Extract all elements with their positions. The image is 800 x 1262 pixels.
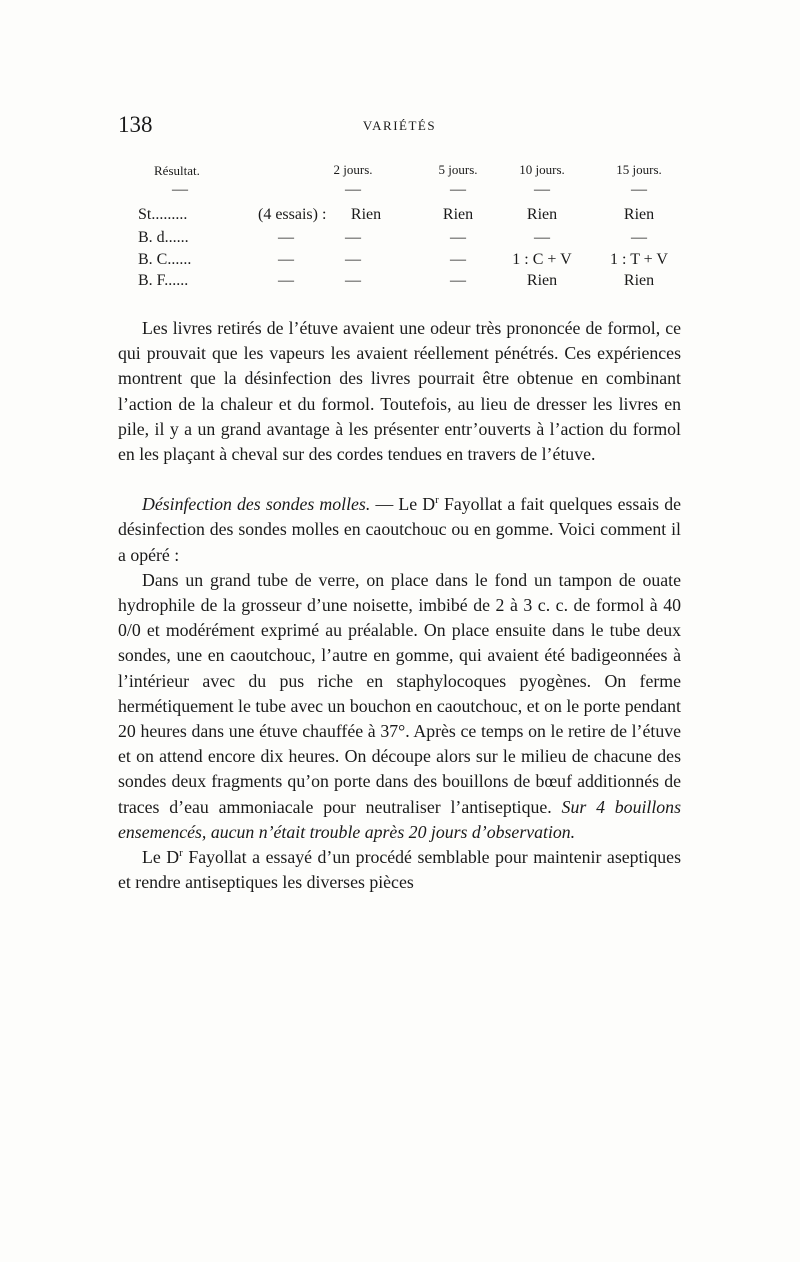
text-run: — Le D bbox=[370, 494, 436, 515]
text-run: Dans un grand tube de verre, on place dans le fond un tampon de ouate hydrophile de la grosseur d’une noisette, imbibé de 2 à 3 c. c. de formol à 40 0/0 et modérément exprimé au préalable. On place ensuite dans le tube deux sondes, une en caoutchouc, l’autre en gomme, qui avaient été badigeonnées à l’intérieur avec du pus riche en staphylocoques pyogènes. On ferme hermétiquement le tube avec un bouchon en caoutchouc, et on le porte pendant 20 heures dans une étuve chauffée à 37°. Après ce temps on le retire de l’étuve et on attend encore dix heures. On découpe alors sur le milieu de chacune des sondes deux fragments qu’on porte dans des bouillons de bœuf additionnés de traces d’eau ammoniacale pour neutraliser l’antiseptique. bbox=[118, 569, 681, 817]
table-cell: Rien bbox=[623, 272, 655, 289]
paragraph-method bbox=[118, 568, 681, 845]
text-run: Fayollat a fait quelques essais de désinfection des sondes molles en caoutchouc ou en gomme. Voici comment il a opéré : bbox=[118, 494, 682, 565]
row-label: B. C...... bbox=[138, 251, 192, 268]
column-header-2-days: 2 jours. bbox=[333, 162, 373, 177]
table-cell: Rien bbox=[526, 272, 558, 289]
table-cell: — bbox=[450, 272, 466, 289]
row-label: B. F...... bbox=[138, 272, 189, 289]
paragraph-gap bbox=[118, 467, 681, 492]
table-cell: Rien bbox=[442, 206, 474, 223]
text-run: Fayollat a essayé d’un procédé semblable pour maintenir aseptiques et rendre antiseptiques les diverses pièces bbox=[118, 847, 681, 893]
header-dash: — bbox=[172, 181, 188, 198]
table-cell: Rien bbox=[526, 206, 558, 223]
page-number: 138 bbox=[118, 112, 153, 137]
header-dash: — bbox=[450, 181, 466, 198]
section-title: Désinfection des sondes molles. bbox=[142, 494, 371, 515]
table-cell: — bbox=[534, 229, 550, 246]
table-cell: — bbox=[450, 229, 466, 246]
header-dash: — bbox=[631, 181, 647, 198]
table-cell: 1 : T + V bbox=[610, 251, 668, 268]
table-cell: — bbox=[450, 251, 466, 268]
table-cell: — bbox=[345, 229, 361, 246]
table-cell: — bbox=[345, 251, 361, 268]
column-header-15-days: 15 jours. bbox=[616, 162, 662, 177]
italic-result: Sur 4 bouillons ensemencés, aucun n’était trouble après 20 jours d’observation. bbox=[118, 796, 681, 842]
row-label: B. d...... bbox=[138, 229, 189, 246]
text-run: Le D bbox=[142, 847, 180, 868]
paragraph-continuation bbox=[118, 845, 681, 895]
superscript: r bbox=[179, 847, 183, 860]
header-dash: — bbox=[345, 181, 361, 198]
page-header bbox=[118, 112, 681, 140]
table-cell: — bbox=[345, 272, 361, 289]
row-note: (4 essais) : bbox=[258, 206, 327, 223]
superscript: r bbox=[435, 494, 439, 507]
table-cell: 1 : C + V bbox=[512, 251, 572, 268]
column-header-10-days: 10 jours. bbox=[519, 162, 565, 177]
table-cell: — bbox=[631, 229, 647, 246]
table-cell: Rien bbox=[623, 206, 655, 223]
row-note: — bbox=[278, 229, 294, 246]
header-dash: — bbox=[534, 181, 550, 198]
column-header-result: Résultat. bbox=[154, 163, 200, 178]
row-note: — bbox=[278, 251, 294, 268]
paragraph-books-formol: Les livres retirés de l’étuve avaient une odeur très prononcée de formol, ce qui prouvait que les vapeurs les avaient réellement pénétrés. Ces expériences montrent que la désinfection des livres pourrait être obtenue en combinant l’action de la chaleur et du formol. Toutefois, au lieu de dresser les livres en pile, il y a un grand avantage à les présenter entr’ouverts à l’action du formol en les plaçant à cheval sur des cordes tendues en travers de l’étuve. bbox=[118, 318, 681, 465]
row-note: — bbox=[278, 272, 294, 289]
body-text bbox=[118, 316, 681, 895]
table-cell: Rien bbox=[350, 206, 382, 223]
running-title: VARIÉTÉS bbox=[362, 118, 437, 133]
column-header-5-days: 5 jours. bbox=[438, 162, 478, 177]
row-label: St......... bbox=[138, 206, 188, 223]
paragraph-catheter-intro bbox=[118, 492, 681, 568]
